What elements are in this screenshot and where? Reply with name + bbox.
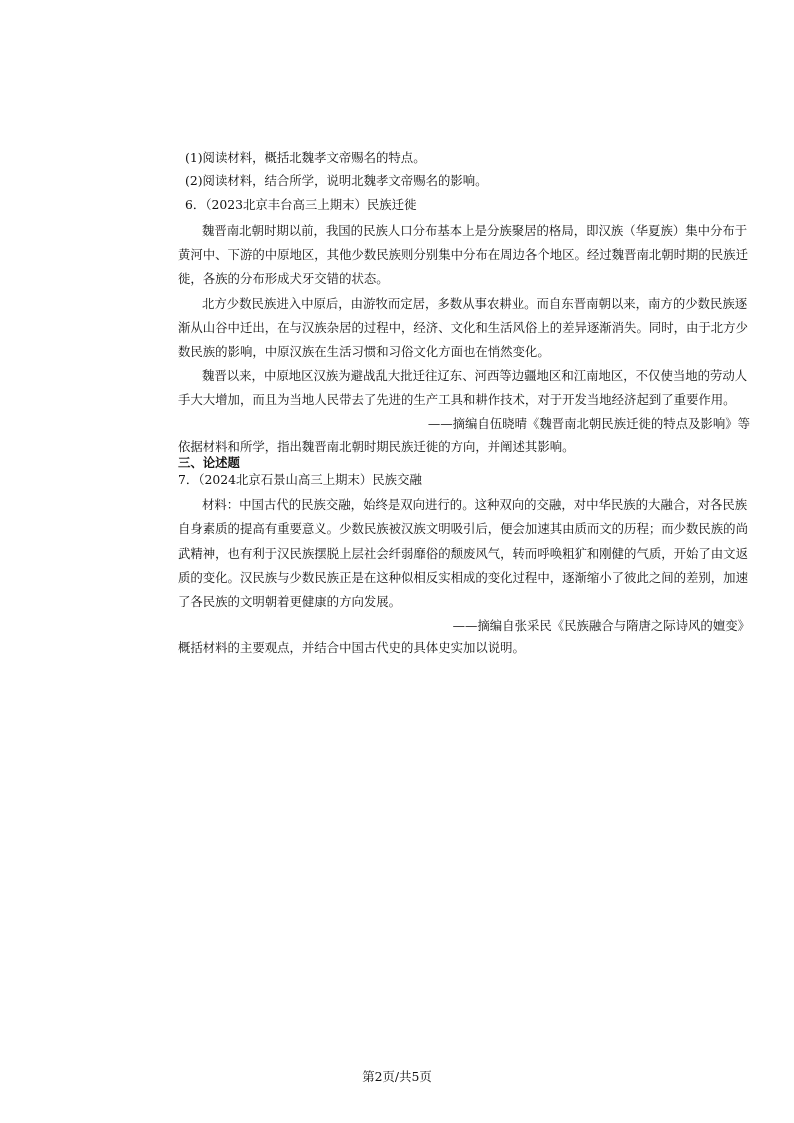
- q6-paragraph-2-line: 渐从山谷中迁出，在与汉族杂居的过程中，经济、文化和生活风俗上的差异逐渐消失。同时，由于北方少: [178, 320, 748, 335]
- q5-sub-question-1: (1)阅读材料，概括北魏孝文帝赐名的特点。: [185, 150, 426, 165]
- q5-sub-question-2: (2)阅读材料，结合所学，说明北魏孝文帝赐名的影响。: [185, 173, 488, 188]
- q6-paragraph-1-line: 魏晋南北朝时期以前，我国的民族人口分布基本上是分族聚居的格局，即汉族（华夏族）集中分布于: [202, 223, 748, 238]
- q7-material-line: 材料：中国古代的民族交融，始终是双向进行的。这种双向的交融，对中华民族的大融合，对各民族: [202, 497, 748, 512]
- q6-paragraph-2-line: 北方少数民族进入中原后，由游牧而定居，多数从事农耕业。而自东晋南朝以来，南方的少数民族逐: [202, 296, 748, 311]
- page-number-footer: 第2页/共5页: [362, 1069, 432, 1084]
- q7-source-citation: ——摘编自张采民《民族融合与隋唐之际诗风的嬗变》: [452, 618, 750, 633]
- q7-material-line: 武精神，也有利于汉民族摆脱上层社会纤弱靡俗的颓废风气，转而呼唤粗犷和刚健的气质，开始了由文返: [178, 546, 748, 561]
- q7-material-line: 自身素质的提高有重要意义。少数民族被汉族文明吸引后，便会加速其由质而文的历程；而少数民族的尚: [178, 521, 748, 536]
- q7-header: 7．（2024北京石景山高三上期末）民族交融: [178, 472, 422, 487]
- q6-question: 依据材料和所学，指出魏晋南北朝时期民族迁徙的方向，并阐述其影响。: [178, 439, 575, 454]
- q6-source-citation: ——摘编自伍晓晴《魏晋南北朝民族迁徙的特点及影响》等: [427, 416, 750, 431]
- q6-paragraph-3-line: 魏晋以来，中原地区汉族为避战乱大批迁往辽东、河西等边疆地区和江南地区，不仅使当地的劳动人: [202, 368, 748, 383]
- q6-paragraph-3-line: 手大大增加，而且为当地人民带去了先进的生产工具和耕作技术，对于开发当地经济起到了重要作用。: [178, 392, 736, 407]
- q7-material-line: 质的变化。汉民族与少数民族正是在这种似相反实相成的变化过程中，逐渐缩小了彼此之间的差别，加速: [178, 570, 748, 585]
- section-heading: 三、论述题: [178, 455, 240, 470]
- q6-paragraph-1-line: 徙，各族的分布形成犬牙交错的状态。: [178, 271, 389, 286]
- q6-header: 6．（2023北京丰台高三上期末）民族迁徙: [185, 197, 417, 212]
- q6-paragraph-2-line: 数民族的影响，中原汉族在生活习惯和习俗文化方面也在悄然变化。: [178, 344, 550, 359]
- q7-question: 概括材料的主要观点，并结合中国古代史的具体史实加以说明。: [178, 640, 525, 655]
- q7-material-line: 了各民族的文明朝着更健康的方向发展。: [178, 594, 402, 609]
- q6-paragraph-1-line: 黄河中、下游的中原地区，其他少数民族则分别集中分布在周边各个地区。经过魏晋南北朝时期的民族迁: [178, 247, 748, 262]
